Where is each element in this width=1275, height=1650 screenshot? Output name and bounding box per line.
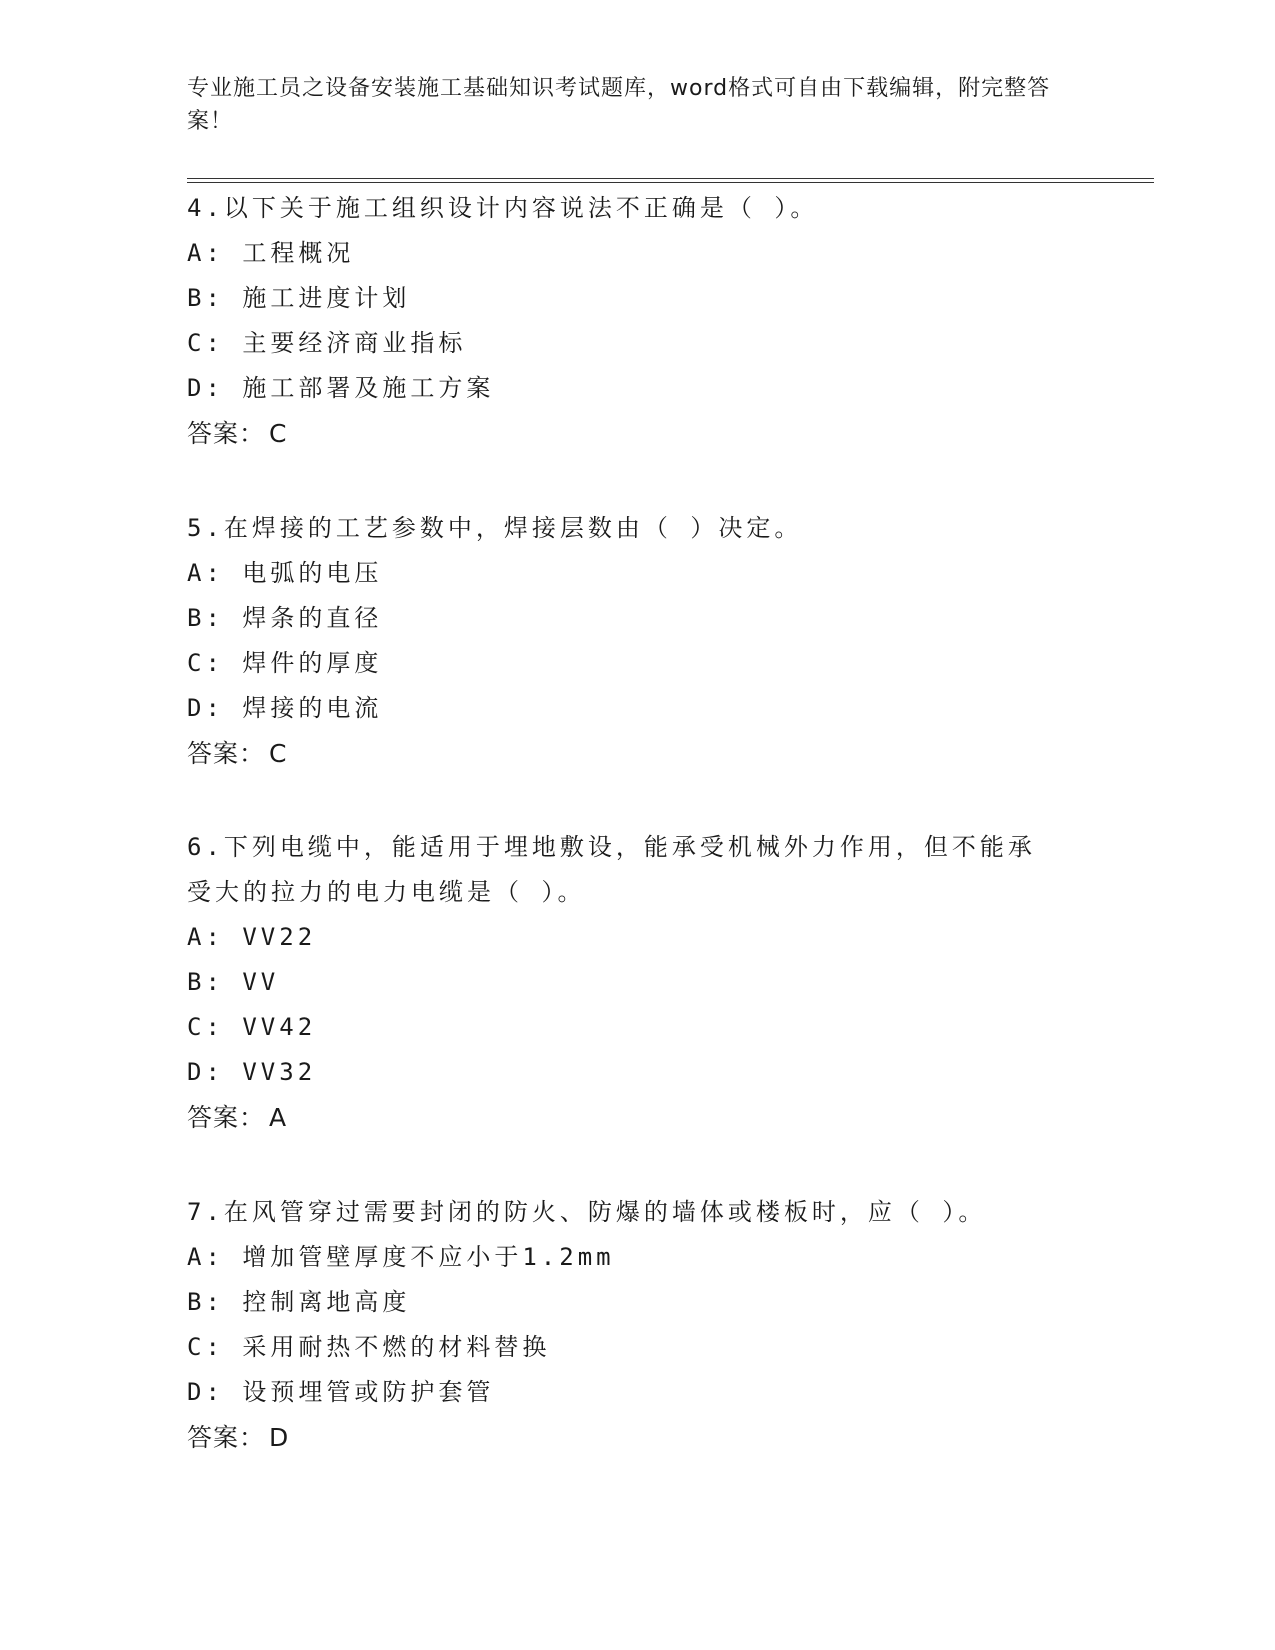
question-stem: 7.在风管穿过需要封闭的防火、防爆的墙体或楼板时，应（ ）。: [187, 1198, 987, 1226]
question-stem: 4.以下关于施工组织设计内容说法不正确是（ ）。: [187, 194, 819, 222]
answer-line: [187, 1415, 1087, 1461]
option-b: B: 控制离地高度: [187, 1288, 411, 1316]
option-b: B: 焊条的直径: [187, 604, 383, 632]
question-block: [187, 186, 1087, 457]
question-stem: 6.下列电缆中，能适用于埋地敷设，能承受机械外力作用，但不能承: [187, 833, 1036, 861]
option-a: A: VV22: [187, 923, 317, 951]
option-a: A: 增加管壁厚度不应小于1.2mm: [187, 1243, 615, 1271]
question-block: [187, 825, 1087, 1141]
answer-label: 答案：: [187, 739, 266, 768]
question-stem: 5.在焊接的工艺参数中，焊接层数由（ ）决定。: [187, 514, 803, 542]
option-c: C: VV42: [187, 1013, 317, 1041]
option-c: C: 采用耐热不燃的材料替换: [187, 1333, 551, 1361]
answer-label: 答案：: [187, 1423, 266, 1452]
question-block: [187, 1190, 1087, 1461]
option-d: D: 设预埋管或防护套管: [187, 1378, 495, 1406]
document-header-title: 专业施工员之设备安装施工基础知识考试题库，word格式可自由下载编辑，附完整答案！: [187, 76, 1051, 134]
option-d: D: 焊接的电流: [187, 694, 383, 722]
option-c: C: 主要经济商业指标: [187, 329, 467, 357]
answer-label: 答案：: [187, 1103, 266, 1132]
answer-line: [187, 731, 1087, 777]
option-c: C: 焊件的厚度: [187, 649, 383, 677]
header-divider-bottom: [187, 182, 1154, 183]
answer-value: C: [269, 419, 288, 448]
option-b: B: VV: [187, 968, 280, 996]
answer-line: [187, 411, 1087, 457]
option-d: D: VV32: [187, 1058, 317, 1086]
option-a: A: 电弧的电压: [187, 559, 383, 587]
answer-value: D: [269, 1423, 290, 1452]
question-stem-continued: 受大的拉力的电力电缆是（ ）。: [187, 878, 586, 906]
answer-label: 答案：: [187, 419, 266, 448]
question-block: [187, 506, 1087, 777]
option-a: A: 工程概况: [187, 239, 355, 267]
answer-value: A: [269, 1103, 288, 1132]
option-d: D: 施工部署及施工方案: [187, 374, 495, 402]
answer-value: C: [269, 739, 288, 768]
header-divider-top: [187, 178, 1154, 179]
option-b: B: 施工进度计划: [187, 284, 411, 312]
answer-line: [187, 1095, 1087, 1141]
